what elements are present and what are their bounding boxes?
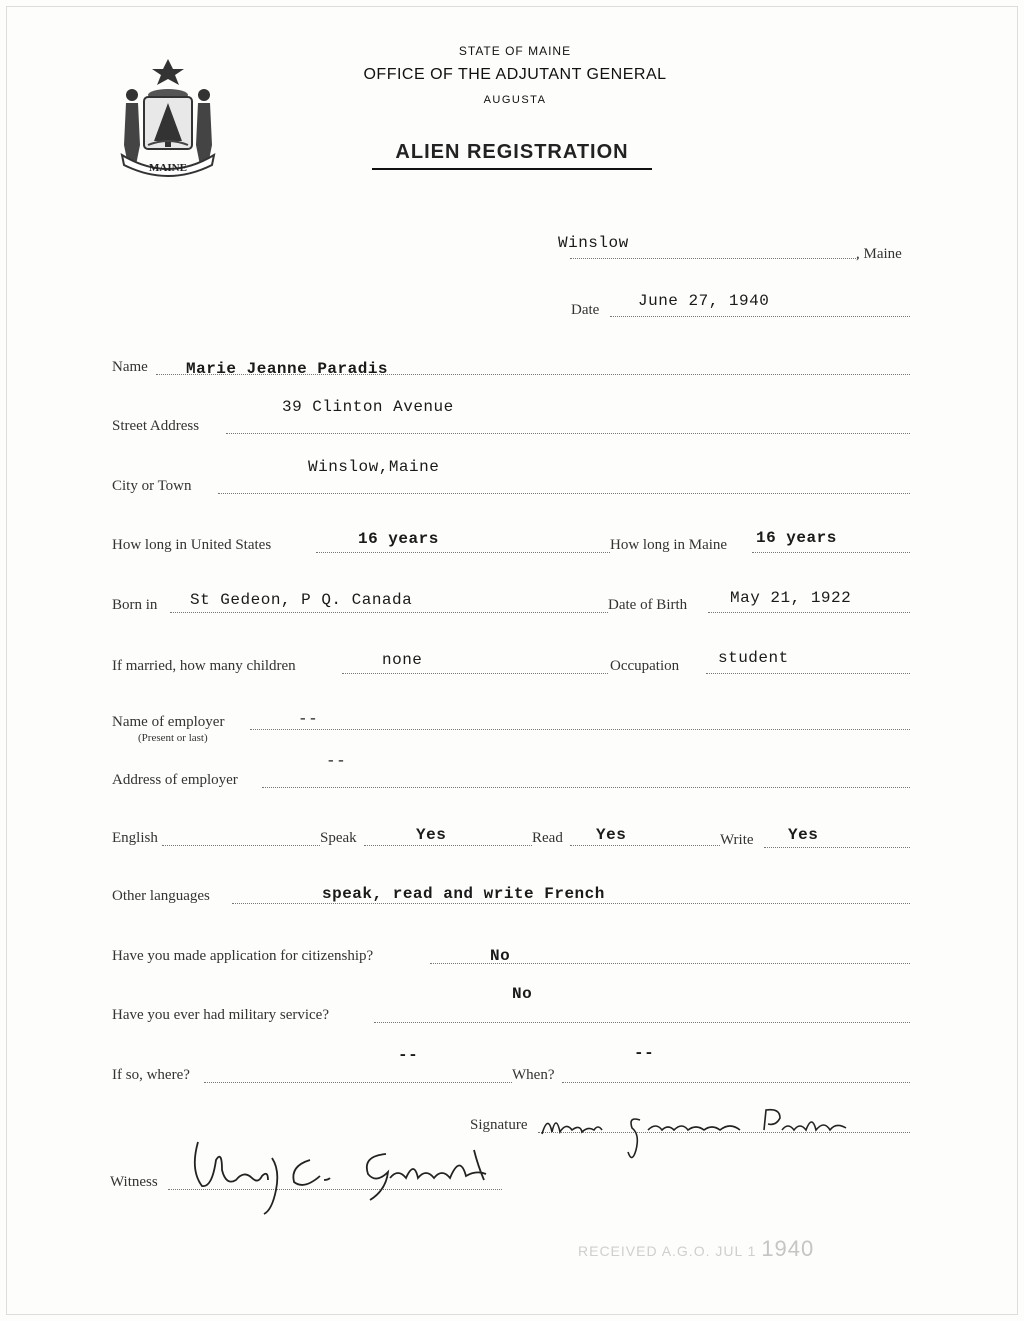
read-label: Read [532, 830, 563, 846]
us-label: How long in United States [112, 537, 272, 553]
occupation-line [706, 673, 910, 674]
name-value: Marie Jeanne Paradis [186, 360, 389, 378]
other-lang-label: Other languages [112, 888, 210, 904]
military-label: Have you ever had military service? [112, 1007, 329, 1023]
english-label: English [112, 830, 158, 846]
witness-label: Witness [110, 1174, 158, 1190]
occupation-label: Occupation [610, 658, 680, 674]
city-label: City or Town [112, 478, 192, 494]
header-state: STATE OF MAINE [458, 44, 572, 58]
street-line [226, 433, 910, 434]
date-line [610, 316, 910, 317]
date-label: Date [571, 302, 600, 318]
date-value: June 27, 1940 [638, 292, 770, 310]
stamp-text: RECEIVED A.G.O. JUL 1 [578, 1243, 757, 1259]
town-value: Winslow [558, 234, 629, 252]
occupation-value: student [718, 649, 789, 667]
born-value: St Gedeon, P Q. Canada [190, 591, 413, 609]
seal-motto: MAINE [149, 162, 187, 174]
name-label: Name [112, 359, 148, 375]
children-value: none [382, 651, 423, 669]
where-label: If so, where? [112, 1067, 190, 1083]
signature-label: Signature [470, 1117, 528, 1133]
maine-value: 16 years [756, 529, 837, 547]
military-value: No [512, 985, 533, 1003]
state-label: , Maine [856, 246, 902, 262]
street-label: Street Address [112, 418, 200, 434]
header-office: OFFICE OF THE ADJUTANT GENERAL [363, 66, 667, 83]
other-lang-line [232, 903, 910, 904]
read-line [570, 845, 720, 846]
write-label: Write [720, 832, 754, 848]
speak-label: Speak [320, 830, 357, 846]
where-line [204, 1082, 512, 1083]
us-line [316, 552, 610, 553]
maine-label: How long in Maine [610, 537, 728, 553]
street-value: 39 Clinton Avenue [282, 398, 454, 416]
stamp-year: 1940 [761, 1236, 815, 1261]
us-value: 16 years [358, 530, 439, 548]
signature-handwriting [536, 1100, 866, 1170]
children-line [342, 673, 608, 674]
speak-line [364, 845, 532, 846]
form-title: ALIEN REGISTRATION [372, 141, 652, 170]
dob-line [708, 612, 910, 613]
where-value: -- [398, 1046, 419, 1064]
employer-line [250, 729, 910, 730]
employer-addr-line [262, 787, 910, 788]
maine-line [752, 552, 910, 553]
dob-value: May 21, 1922 [730, 589, 852, 607]
city-value: Winslow,Maine [308, 458, 440, 476]
employer-label: Name of employer [112, 714, 225, 730]
dob-label: Date of Birth [608, 597, 688, 613]
citizenship-value: No [490, 947, 511, 965]
city-line [218, 493, 910, 494]
employer-value: -- [298, 710, 319, 728]
citizenship-label: Have you made application for citizenship? [112, 948, 374, 964]
write-line [764, 847, 910, 848]
children-label: If married, how many children [112, 658, 296, 674]
header-city: AUGUSTA [483, 94, 547, 106]
born-line [170, 612, 608, 613]
employer-addr-value: -- [326, 752, 347, 770]
received-stamp [578, 1236, 814, 1262]
born-label: Born in [112, 597, 158, 613]
employer-sublabel: (Present or last) [138, 732, 208, 744]
employer-addr-label: Address of employer [112, 772, 238, 788]
state-seal-icon [112, 55, 224, 180]
when-line [562, 1082, 910, 1083]
other-lang-value: speak, read and write French [322, 885, 605, 903]
town-line [570, 258, 858, 259]
read-value: Yes [596, 826, 627, 844]
when-label: When? [512, 1067, 555, 1083]
military-line [374, 1022, 910, 1023]
write-value: Yes [788, 826, 819, 844]
when-value: -- [634, 1044, 655, 1062]
english-line [162, 845, 320, 846]
witness-handwriting [172, 1130, 502, 1220]
speak-value: Yes [416, 826, 447, 844]
